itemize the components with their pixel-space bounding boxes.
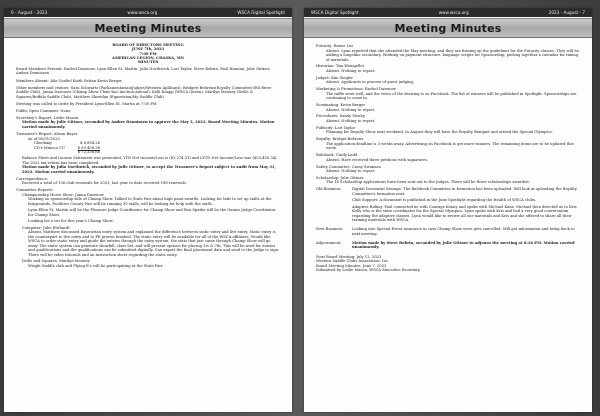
new-business-label: New Business: <box>316 227 344 232</box>
drills-title: Drills and Squares: Marilyn Mooney <box>22 259 90 264</box>
total-value: $ 72,258.66 <box>77 150 100 155</box>
header-date: 6 - August - 2023 <box>11 10 48 15</box>
members-present: Board Members Present: Rachel Dasenow, Lynn-Ellen St. Martin, Julia Northwick, Lori Taylor, Steve Bobrin, Paul Hannan, Julie Gittner, Amber Dennissen <box>16 66 271 76</box>
header-publication: WSCA Digital Spotlight <box>311 10 359 15</box>
committee-item <box>316 76 580 85</box>
heading-line: MINUTES <box>137 60 159 65</box>
meeting-heading <box>16 43 280 64</box>
committee-item-title: Royalty: Bridget Behrens <box>316 137 364 142</box>
old-business-text <box>352 187 580 225</box>
old-business-label: Old Business: <box>316 187 342 192</box>
committee-item-body: Absent. Nothing to report. <box>326 68 376 73</box>
secretary-motion: Motion made by Julie Gittner, seconded by Amber Dennissen to approve the May 3, 2023, Board Meeting Minutes. Motion carried unanimously. <box>22 120 275 129</box>
committee-item-body: Absent. Have received three petitions with signatures. <box>326 157 429 162</box>
minutes-footer <box>316 255 580 273</box>
committee-item <box>316 103 580 112</box>
committee-item <box>316 126 580 135</box>
right-page <box>304 8 592 412</box>
champ-show-p1: Working on sponsorship side of Champ Show. Talked to State Fair about high point awards. Looking for bids to set up stalls at the fairgrounds. Facilities County Fair will be running 30 stalls; will be looking for help with the stalls. <box>28 197 272 206</box>
heading-line: AMERICAN LEGION, CHASKA, MN <box>111 55 185 60</box>
header-website: www.wsca.org <box>127 10 158 15</box>
computer-title: Computer: Julie Ehrhardt <box>22 225 70 230</box>
committee-item <box>316 64 580 73</box>
treasurer-title: Treasurer's Report: Alison Bayer <box>16 132 78 137</box>
champ-show-title: Championship Horse Show: Janna Dasenow <box>22 192 104 197</box>
champ-show-p2: Lynn-Ellen St. Martin will be the Pleasure Judge Coordinator for Champ Show and Ben Sparks will be the Games Judge Coordinator for Champ Show. <box>28 208 276 217</box>
adjournment-label: Adjournment: <box>316 240 342 245</box>
old-business <box>316 187 580 225</box>
adjournment <box>316 241 580 252</box>
committee-item <box>316 114 580 123</box>
committee-item <box>316 176 580 185</box>
committee-title: Committee Reports: <box>16 188 54 193</box>
heading-line: 7:00 PM <box>139 51 157 56</box>
heading-line: JUNE 7th, 2023 <box>131 47 165 52</box>
footer-line: Western Saddle Clubs Association, Inc. <box>316 259 390 264</box>
computer-body: Absent. Matthew discussed Equestrian entry system and explained the difference between static entry and live entry. Static entry is the counterpart to live entry and to PE proven finished. The static entry will be available for all of the WSCA affiliates. Would like WSCA to order static entry and guide the entries through the entry system; the stats that just came through Champ Show will go away. The static system can generate showbill, class list, and will present options for placing 1st & 7th. This will be used for entries and qualifications and the qualifications can be submitted digitally. Can export the final placement data and send to the Judge to sign. There will be video tutorials and an instruction sheet regarding the static entry. <box>28 230 280 257</box>
committee-item-body: Absent. Nothing to report. <box>326 169 376 174</box>
balance-sheet: Balance Sheet and Income Statement was presented, YTD Net Income/Loss is ($3,274.51) and LYTD Net Income/Loss was ($53,450.34). The 2022 tax return has been completed. <box>22 156 278 165</box>
committee-item-title: Rulebook: Cindy Ladd <box>316 153 358 158</box>
new-business-p1: Looking into Special Event insurance in case Champ Show were gets cancelled. Will get information and bring back to next meeting. <box>352 227 575 236</box>
checking-label: Checking <box>34 141 52 146</box>
heading-line: BOARD OF DIRECTORS MEETING <box>112 43 184 47</box>
committee-item <box>316 153 580 162</box>
committee-item-title: Publicity: Lori Taylor <box>316 125 356 130</box>
adjournment-motion: Motion made by Steve Bobrin, seconded by Julie Gittner to adjourn the meeting at 8:34 PM. Motion carried unanimously. <box>352 240 575 250</box>
committee-item-title: Procedures: Sandy Struby <box>316 114 366 119</box>
old-business-p2: Club Support: A document is published in the June Spotlight regarding the Health of WSCA clubs. <box>352 198 537 203</box>
footer-line: Next Board Meeting: July 12, 2023 <box>316 254 382 259</box>
left-page <box>4 8 292 412</box>
left-page-header <box>4 8 292 17</box>
committee-item-title: Safety Committee: Cassy Swanson <box>316 164 381 169</box>
committee-item-body: The raffle went well, and the video of the drawing is on Facebook. The list of winners will be published in Spotlight. Sponsorships are continuing to come in. <box>326 91 577 101</box>
new-business-text <box>352 227 580 238</box>
adjournment-text <box>352 241 580 252</box>
champ-show-p3: Looking for a vet for this year's Champ Show. <box>28 219 114 224</box>
committee-item-body: The 14 Scholarship applications have been sent out to the Judges. There will be three scholarships awarded. <box>326 180 530 185</box>
committee-item-title: Marketing & Promotions: Rachel Dasenow <box>316 87 396 92</box>
old-business-p1: Digital Document Storage: The Rulebook Committee in formation has been uploaded. Will look at uploading the Royalty Committee's formation next. <box>352 187 577 196</box>
treasurer-motion: Motion made by Julia Northwick, seconded by Julie Gittner, to accept the Treasurer's Report subject to audit from May 31, 2023. Motion carried unanimously. <box>22 165 276 174</box>
committee-item <box>316 137 580 151</box>
other-members: Other members and visitors: Sara Schwartz (Parliamentarian/Judges/Western Apllicant), Bridgett Behrens(Royalty Committee)/Ed River Saddle Club), Janna Dasenow (Champ Show Chair-Iac/ Auction-Annual), Kelli Knapp (WSCA Queen), Marilyn Mooney (Drills & Squares/Buffalo Saddle Club), Matthew Sheridan (Equestrian/My Saddle Club) <box>16 85 272 99</box>
checking-value: $ 8,894.26 <box>80 141 100 146</box>
public-comment: Public Open Comment: None <box>16 108 71 113</box>
committee-item-title: Judges: Kim Ziegler <box>316 75 354 80</box>
committee-item-body: Absent. Nothing to report. <box>326 118 376 123</box>
committee-item <box>316 87 580 101</box>
header-date: 2023 - August - 7 <box>548 10 585 15</box>
banner-title: Meeting Minutes <box>94 21 202 35</box>
call-to-order: Meeting was called to order by President Lynn-Ellen St. Martin at 7:00 PM <box>16 101 157 106</box>
header-website: www.wsca.org <box>438 10 469 15</box>
committee-item-body: Absent. Nothing to report. <box>326 107 376 112</box>
left-content <box>4 38 292 268</box>
footer-line: Board Meeting Minutes, June 7, 2023 <box>316 263 387 268</box>
committee-item-title: Futurity: Renee Lee <box>316 44 354 48</box>
committee-item <box>316 165 580 174</box>
treasurer-section <box>16 132 280 174</box>
banner-title: Meeting Minutes <box>394 21 502 35</box>
right-content <box>304 38 592 273</box>
footer-line: Submitted by Leslie Mason, WSCA Executive Secretary <box>316 268 420 273</box>
cd-value: $ 63,408.38 <box>77 145 100 150</box>
drills-body: Wright Saddle club and Flying E's will be participating at the State Fair. <box>28 263 164 268</box>
secretary-title: Secretary's Report: Leslie Mason <box>16 115 79 120</box>
committee-item <box>316 44 580 62</box>
correspondence-body: Received a total of 156 club renewals for 2023; last year to-date received 188 renewals. <box>22 181 187 186</box>
old-business-p3: Adaptive Riding: Paul connected us with Courage Kenny and spoke with Michael Kane. Michael then directed us to Kris Kelly who is the state coordinator for the Special Olympics. Lynn spoke with Kris and had a very good conversation regarding the adaptive classes. Lynn would like to review all our materials and Kris and she offered to share all their training materials with WSCA. <box>352 204 577 223</box>
correspondence-section <box>16 177 280 186</box>
committee-item-body: Absent. Lynn reported that she attended the May meeting, and they are firming up the guidelines for the Futurity classes. They will be adding a longeline secondary. Working on payment structure, language scripts for Sponsorship, putting together a calendar for timing of materials. <box>326 48 579 62</box>
members-absent: Members Absent: Alie Goebel Keith Sattan Kevin Berger <box>16 78 122 83</box>
cd-label: CD's-Minnco CU <box>34 145 66 150</box>
header-publication: WSCA Digital Spotlight <box>237 10 285 15</box>
new-business <box>316 227 580 238</box>
committee-item-title: Historian: Tim Weingeller <box>316 64 365 69</box>
committee-item-body: Planning for Royalty Show next weekend. In August they will have the Royalty Banquet and attend the Special Olympics. <box>326 130 553 135</box>
correspondence-title: Correspondence: <box>16 176 49 181</box>
total-row <box>16 150 280 155</box>
committee-item-body: The application deadline is 3 weeks away. Advertising on Facebook is get more winners. The remaining items are to be updated this week. <box>326 141 574 151</box>
secretary-section <box>16 116 280 130</box>
committee-section <box>16 188 280 268</box>
committee-item-title: Nominating: Kevin Berger <box>316 103 366 108</box>
as-of-date: As of 05/31/2023 <box>28 136 60 141</box>
right-page-header <box>304 8 592 17</box>
committee-item-body: Absent. Applicants in process of guest judging. <box>326 80 415 85</box>
right-banner <box>304 18 592 38</box>
left-banner <box>4 18 292 38</box>
committee-item-title: Scholarship: Julie Gittner <box>316 175 364 180</box>
